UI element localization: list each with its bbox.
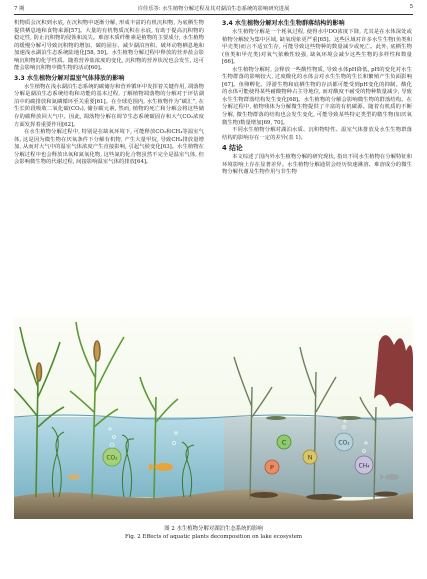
paragraph: 机物质会沉积到水底, 在沉积物中逐渐分解, 形成丰富的有机沉积物, 为底栖生物提供栖息地和食物来源[57]。大量的有机物质沉积在水底, 有助于提高沉积物的稳定性, 防止沉积物的侵蚀和流失。难溶木质纤维素是植物的主要成分, 水生植物的缓慢分解可导致沉积物的增加、碳的固存、减少湖泊容积、破坏动物栖息地和加速浅水湖泊生态系统陆地化[58, 59]。水生植物分解过程中释放的营养盐会影响沉积物的化学性质。随着营养盐浓度的变化, 沉积物的营养状况也会发生, 这可能会影响沉积物中微生物的活动[60]。	[14, 20, 204, 72]
co2-bubble-right	[335, 433, 353, 451]
paragraph: 在水生植物分解过程中, 特别是在缺氧环境下, 可能释放CO₂和CH₄等温室气体, 这是因为微生物在厌氧条件下分解有机物, 产生大量甲烷, 导致CH₄排放量增加, 从而对大气中的温室气体浓度产生直接影响, 引起气候变化[63]。水生植物在分解过程中也会释放出氧和氮氧化物, 这些氮的化合物虽然不完全是温室气体, 但会影响微生物的代谢过程, 间接影响温室气体的排放[64]。	[14, 129, 204, 166]
paragraph: 水生植物在浅水湖泊生态系统的碳储存和营养循环中发挥着关键作用, 凋落物分解是湖泊生态系统结构和功能的基本过程, 了解植物凋落物的分解对于评估湖泊中的碳排放和氮磷循环至关重要[61]。在全球范围内, 水生植物作为“碳汇”, 在生长阶段吸收二氧化碳(CO₂), 储存碳元素, 然而, 植物的死亡和分解会将这些储存的碳释放回大气中。因此, 凋落物分解在调节生态系统碳固存和大气CO₂浓度方面发挥着重要作用[62]。	[14, 83, 204, 128]
left-column	[14, 20, 204, 167]
nitrogen-label: N	[307, 453, 313, 462]
ch4-label: CH₄	[358, 462, 370, 470]
carbon-label: C	[281, 438, 287, 447]
section-heading-3-3: 3.3 水生植物分解对温室气体排放的影响	[14, 74, 125, 82]
co2-label-right: CO₂	[338, 439, 350, 447]
right-column	[222, 20, 412, 177]
running-title: 许佳乐等: 水生植物分解过程及其对湖泊生态系统的影响研究进展	[137, 6, 290, 12]
header-rule	[14, 14, 413, 15]
figure-illustration	[14, 317, 413, 519]
co2-bubble-left	[103, 448, 121, 466]
figure-caption-chinese: 图 2 水生植物分解对湖泊生态系统的影响	[164, 526, 263, 532]
paragraph: 水生植物分解时, 会释放一些酸性物质, 导致水体pH降低, pH的变化对水生生物群落的影响较大, 过度酸化的水体会对水生生物的生长和繁殖产生负面影响[67]。鱼卵孵化、浮游生物和底栖生物的存活都可能受到pH变化的抑制。酸化的水体可能使得某些耐酸物种占主导地位, 而对酸度不耐受的物种数量减少, 导致水生生物群落结构发生变化[68]。水生植物的分解会影响微生物的群落结构。在分解过程中, 植物残体为分解微生物提供了丰富的有机碳源。随着有机质的不断分解, 微生物群落的结构也会发生变化, 可能导致某些特定类型的微生物(如厌氧微生物)数量增加[69, 70]。	[222, 66, 412, 126]
running-header	[14, 4, 413, 14]
decaying-water	[224, 417, 413, 497]
paragraph: 本文综述了国内外水生植物分解的研究现状, 指出不同水生植物在分解特征和环境影响上存在显著差异。水生植物分解通常会经历快速淋溶、难溶成分的微生物分解代谢及生物作用与非生物	[222, 154, 412, 176]
section-heading-3-4: 3.4 水生植物分解对水生生物群落结构的影响	[222, 20, 345, 27]
issue-number: 7 期	[14, 6, 25, 12]
phosphorus-label: P	[270, 463, 274, 472]
section-heading-4: 4 结论	[222, 144, 243, 153]
paragraph: 水生植物分解是一个耗氧过程, 使得水中DO浓度下降, 尤其是在水体深处或植物分解较为集中区域, 缺氧现象更严重[65]。这些区域对许多水生生物(鱼类和甲壳类)而言不适宜生存, 可能导致这些物种的数量减少或死亡。此外, 底栖生物(鱼类和甲壳类)对氧气依赖性较强, 缺氧环境会减少这些生物的多样性和数量[66]。	[222, 29, 412, 66]
co2-label-left: CO₂	[106, 454, 118, 462]
page-number: 5	[409, 4, 413, 10]
figure-caption-english: Fig. 2 Effects of aquatic plants decomposition on lake ecosystem	[124, 534, 303, 540]
paragraph: 不同水生植物分解对湖泊水质、沉积物特性、温室气体排放及水生生物群落结构的影响存在一定的差异(表 1)。	[222, 127, 412, 141]
ch4-bubble	[355, 456, 373, 474]
